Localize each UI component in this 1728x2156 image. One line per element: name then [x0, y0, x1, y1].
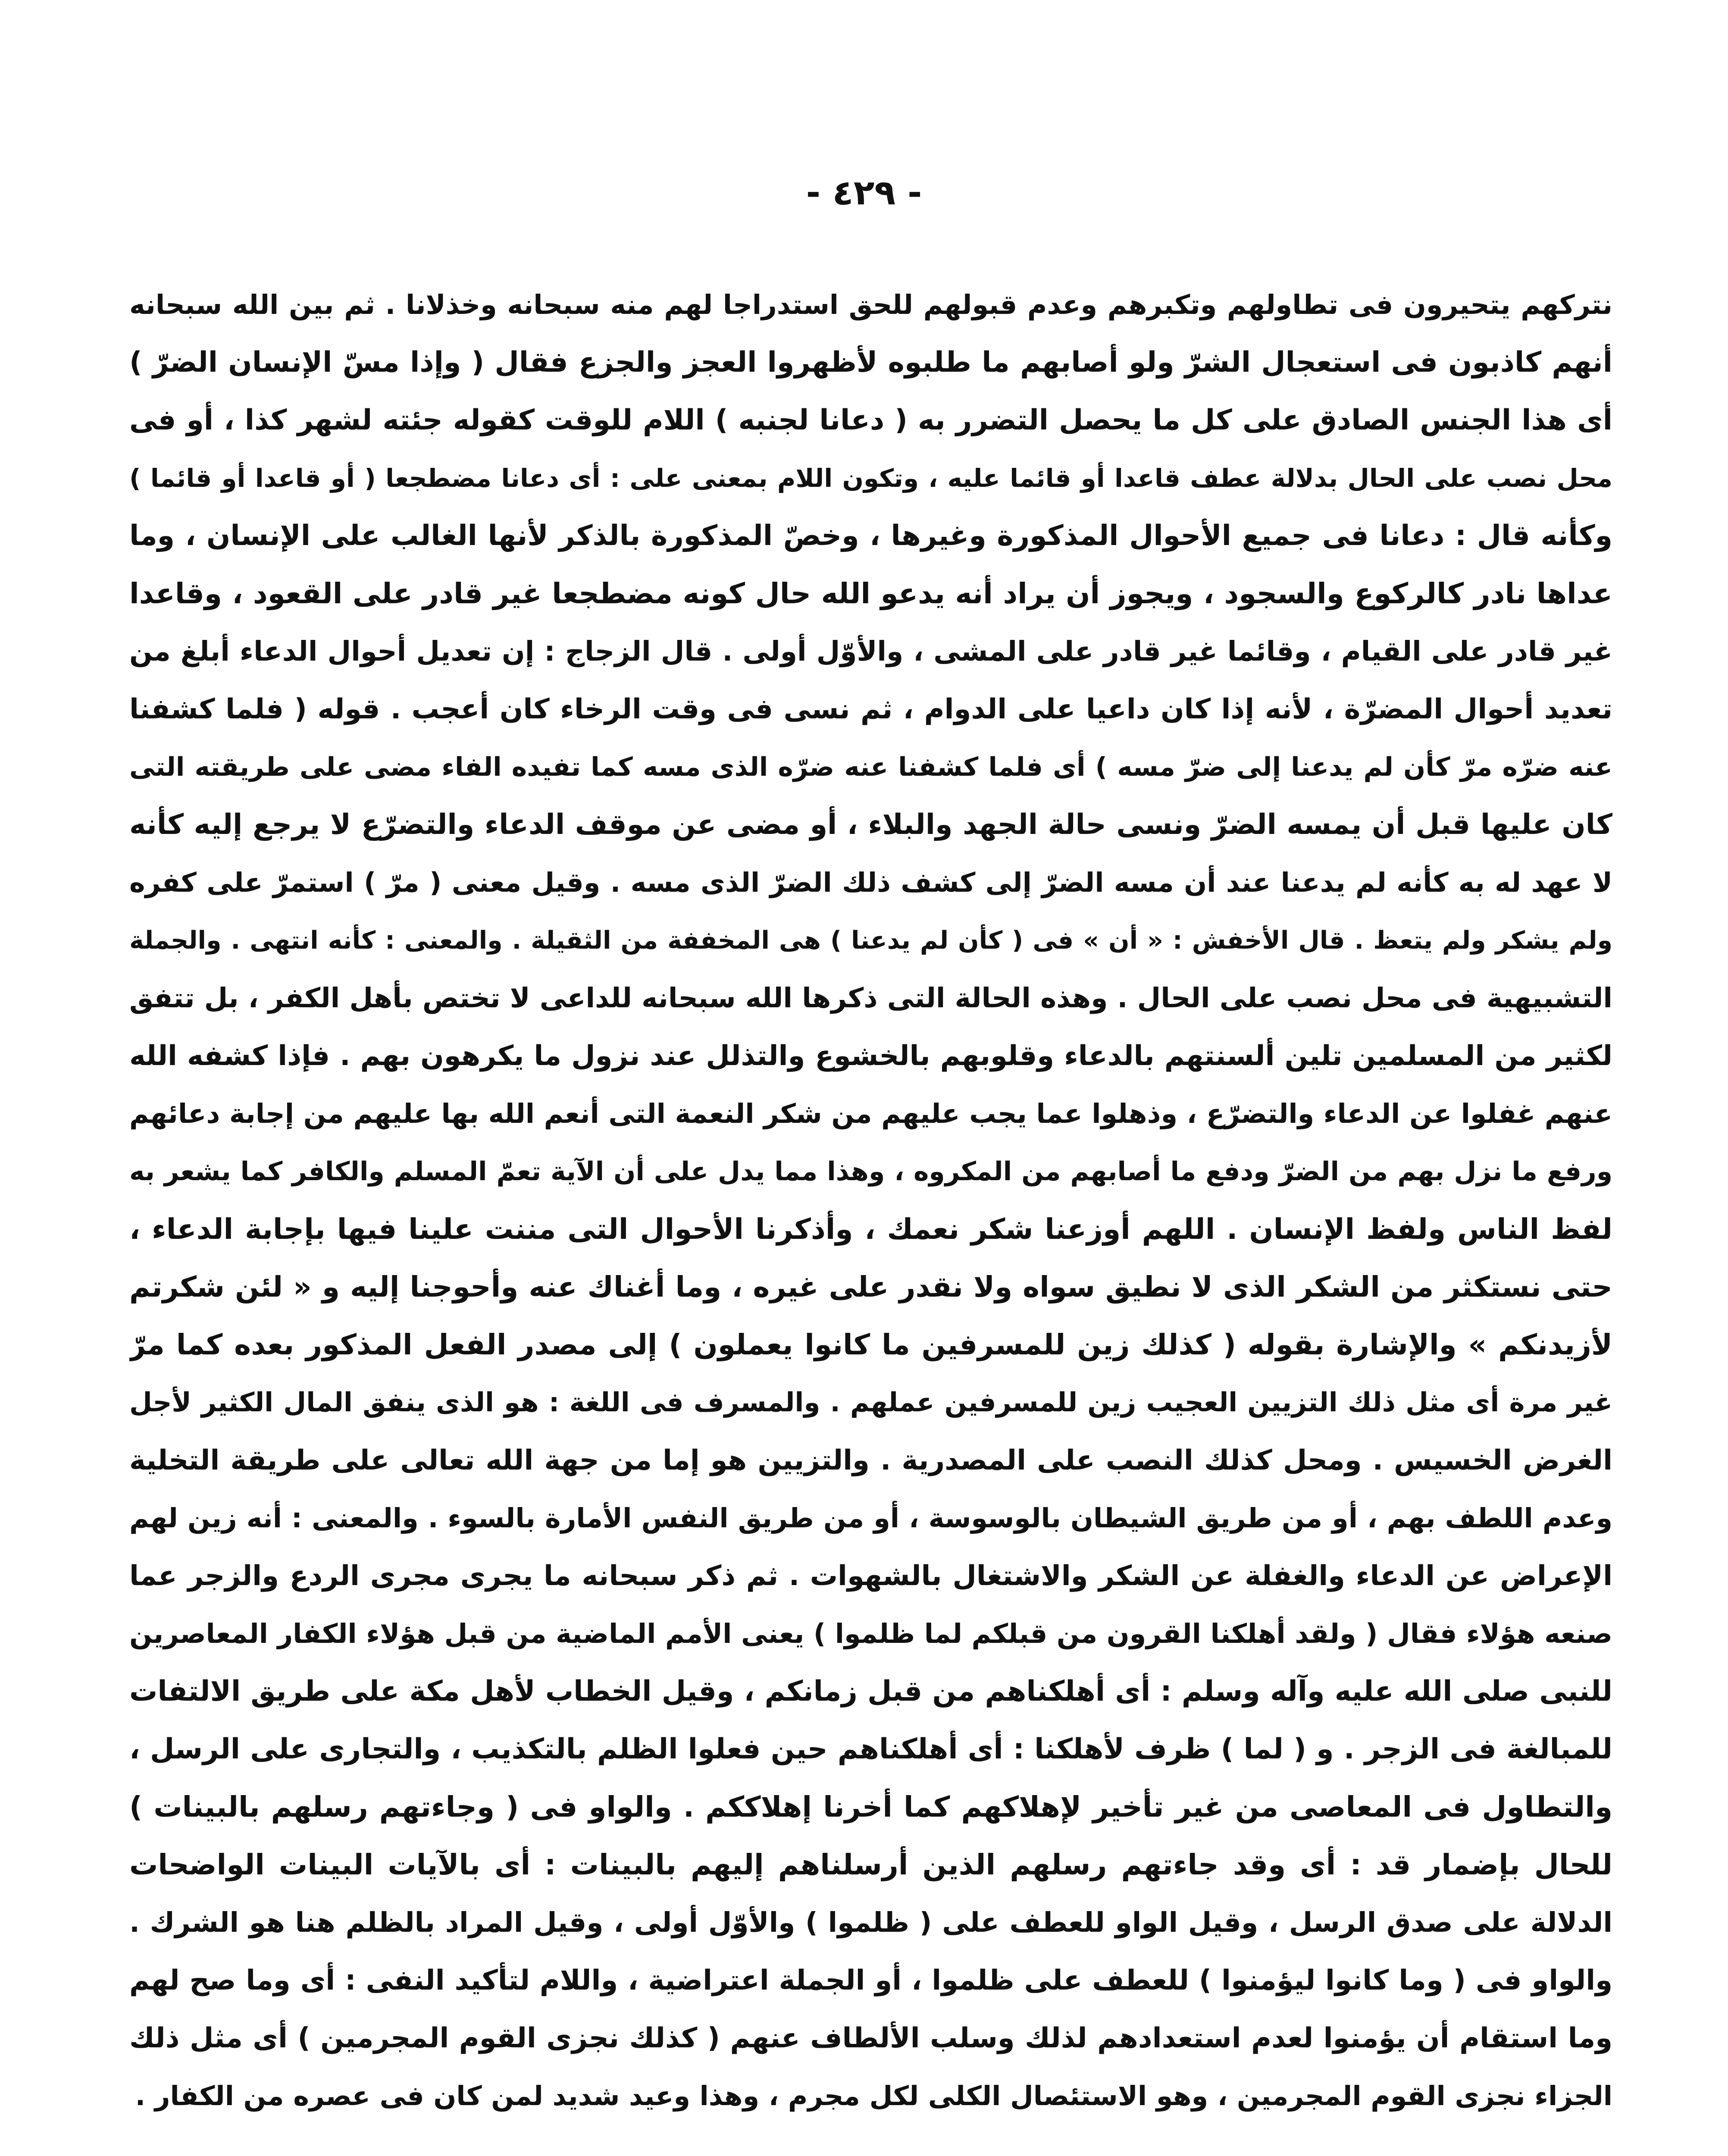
text-line: الجزاء نجزى القوم المجرمين ، وهو الاستئصال الكلى لكل مجرم ، وهذا وعيد شديد لمن كان فى عصره من الكفار . — [135, 2080, 1612, 2112]
text-line: محل نصب على الحال بدلالة عطف قاعدا أو قائما عليه ، وتكون اللام بمعنى على : أى دعانا مضطجعا ( أو قاعدا أو قائما ) — [129, 464, 1612, 493]
text-line: التشبيهية فى محل نصب على الحال . وهذه الحالة التى ذكرها الله سبحانه للداعى لا تختص بأهل الكفر ، بل تتفق — [129, 982, 1612, 1014]
text-line: غير مرة أى مثل ذلك التزيين العجيب زين للمسرفين عملهم . والمسرف فى اللغة : هو الذى ينفق المال الكثير لأجل — [129, 1387, 1612, 1418]
text-line: للنبى صلى الله عليه وآله وسلم : أى أهلكناهم من قبل زمانكم ، وقيل الخطاب لأهل مكة على طريق الالتفات — [129, 1675, 1612, 1708]
text-line: غير قادر على القيام ، وقائما غير قادر على المشى ، والأوّل أولى . قال الزجاج : إن تعديل أحوال الدعاء أبلغ من — [129, 636, 1612, 667]
text-line: للمبالغة فى الزجر . و ( لما ) ظرف لأهلكنا : أى أهلكناهم حين فعلوا الظلم بالتكذيب ، والتجارى على الرسل ، — [129, 1733, 1612, 1765]
text-line: صنعه هؤلاء فقال ( ولقد أهلكنا القرون من قبلكم لما ظلموا ) يعنى الأمم الماضية من قبل هؤلاء الكفار المعاصرين — [129, 1618, 1612, 1649]
text-line: الغرض الخسيس . ومحل كذلك النصب على المصدرية . والتزيين هو إما من جهة الله تعالى على طريقة التخلية — [129, 1445, 1612, 1476]
text-line: عداها نادر كالركوع والسجود ، ويجوز أن يراد أنه يدعو الله حال كونه مضطجعا غير قادر على القعود ، وقاعدا — [129, 577, 1612, 610]
text-line: الإعراض عن الدعاء والغفلة عن الشكر والاشتغال بالشهوات . ثم ذكر سبحانه ما يجرى مجرى الردع والزجر عما — [129, 1560, 1612, 1592]
text-line: وعدم اللطف بهم ، أو من طريق الشيطان بالوسوسة ، أو من طريق النفس الأمارة بالسوء . والمعنى : أنه زين لهم — [129, 1502, 1612, 1534]
text-line: كان عليها قبل أن يمسه الضرّ ونسى حالة الجهد والبلاء ، أو مضى عن موقف الدعاء والتضرّع لا يرجع إليه كأنه — [129, 808, 1612, 841]
text-line: والتطاول فى المعاصى من غير تأخير لإهلاكهم كما أخرنا إهلاككم . والواو فى ( وجاءتهم رسلهم بالبينات ) — [129, 1790, 1612, 1824]
text-line: لأزيدنكم » والإشارة بقوله ( كذلك زين للمسرفين ما كانوا يعملون ) إلى مصدر الفعل المذكور بعده كما مرّ — [129, 1328, 1612, 1361]
text-line: لكثير من المسلمين تلين ألسنتهم بالدعاء وقلوبهم بالخشوع والتذلل عند نزول ما يكرهون بهم . فإذا كشفه الله — [129, 1040, 1612, 1072]
text-line: الدلالة على صدق الرسل ، وقيل الواو للعطف على ( ظلموا ) والأوّل أولى ، وقيل المراد بالظلم هنا هو الشرك . — [129, 1907, 1612, 1938]
text-line: ولم يشكر ولم يتعظ . قال الأخفش : « أن » فى ( كأن لم يدعنا ) هى المخففة من الثقيلة . والمعنى : كأنه انتهى . والجملة — [129, 926, 1612, 955]
page-number: - ٤٢٩ - — [806, 172, 922, 213]
text-line: حتى نستكثر من الشكر الذى لا نطيق سواه ولا نقدر على غيره ، وما أغناك عنه وأحوجنا إليه و « لئن شكرتم — [129, 1270, 1612, 1304]
text-line: للحال بإضمار قد : أى وقد جاءتهم رسلهم الذين أرسلناهم إليهم بالبينات : أى بالآيات البينات الواضحات — [129, 1848, 1612, 1881]
body-text — [129, 276, 1612, 2125]
text-line: نتركهم يتحيرون فى تطاولهم وتكبرهم وعدم قبولهم للحق استدراجا لهم منه سبحانه وخذلانا . ثم بين الله سبحانه — [129, 289, 1612, 320]
text-line: أى هذا الجنس الصادق على كل ما يحصل التضرر به ( دعانا لجنبه ) اللام للوقت كقوله جئته لشهر كذا ، أو فى — [129, 404, 1612, 436]
text-line: لفظ الناس ولفظ الإنسان . اللهم أوزعنا شكر نعمك ، وأذكرنا الأحوال التى مننت علينا فيها بإجابة الدعاء ، — [129, 1213, 1612, 1246]
text-line: وكأنه قال : دعانا فى جميع الأحوال المذكورة وغيرها ، وخصّ المذكورة بالذكر لأنها الغالب على الإنسان ، وما — [129, 520, 1612, 552]
text-line: عنه ضرّه مرّ كأن لم يدعنا إلى ضرّ مسه ) أى فلما كشفنا عنه ضرّه الذى مسه كما تفيده الفاء مضى على طريقته التى — [129, 752, 1612, 782]
text-line: ورفع ما نزل بهم من الضرّ ودفع ما أصابهم من المكروه ، وهذا مما يدل على أن الآية تعمّ المسلم والكافر كما يشعر به — [129, 1156, 1612, 1187]
text-line: وما استقام أن يؤمنوا لعدم استعدادهم لذلك وسلب الألطاف عنهم ( كذلك نجزى القوم المجرمين ) أى مثل ذلك — [129, 2022, 1612, 2054]
text-line: والواو فى ( وما كانوا ليؤمنوا ) للعطف على ظلموا ، أو الجملة اعتراضية ، واللام لتأكيد النفى : أى وما صح لهم — [129, 1965, 1612, 1996]
text-line: أنهم كاذبون فى استعجال الشرّ ولو أصابهم ما طلبوه لأظهروا العجز والجزع فقال ( وإذا مسّ الإنسان الضرّ ) — [129, 346, 1612, 379]
text-line: تعديد أحوال المضرّة ، لأنه إذا كان داعيا على الدوام ، ثم نسى فى وقت الرخاء كان أعجب . قوله ( فلما كشفنا — [129, 693, 1612, 725]
text-line: لا عهد له به كأنه لم يدعنا عند أن مسه الضرّ إلى كشف ذلك الضرّ الذى مسه . وقيل معنى ( مرّ ) استمرّ على كفره — [129, 867, 1612, 898]
text-line: عنهم غفلوا عن الدعاء والتضرّع ، وذهلوا عما يجب عليهم من شكر النعمة التى أنعم الله بها عليهم من إجابة دعائهم — [129, 1098, 1612, 1129]
